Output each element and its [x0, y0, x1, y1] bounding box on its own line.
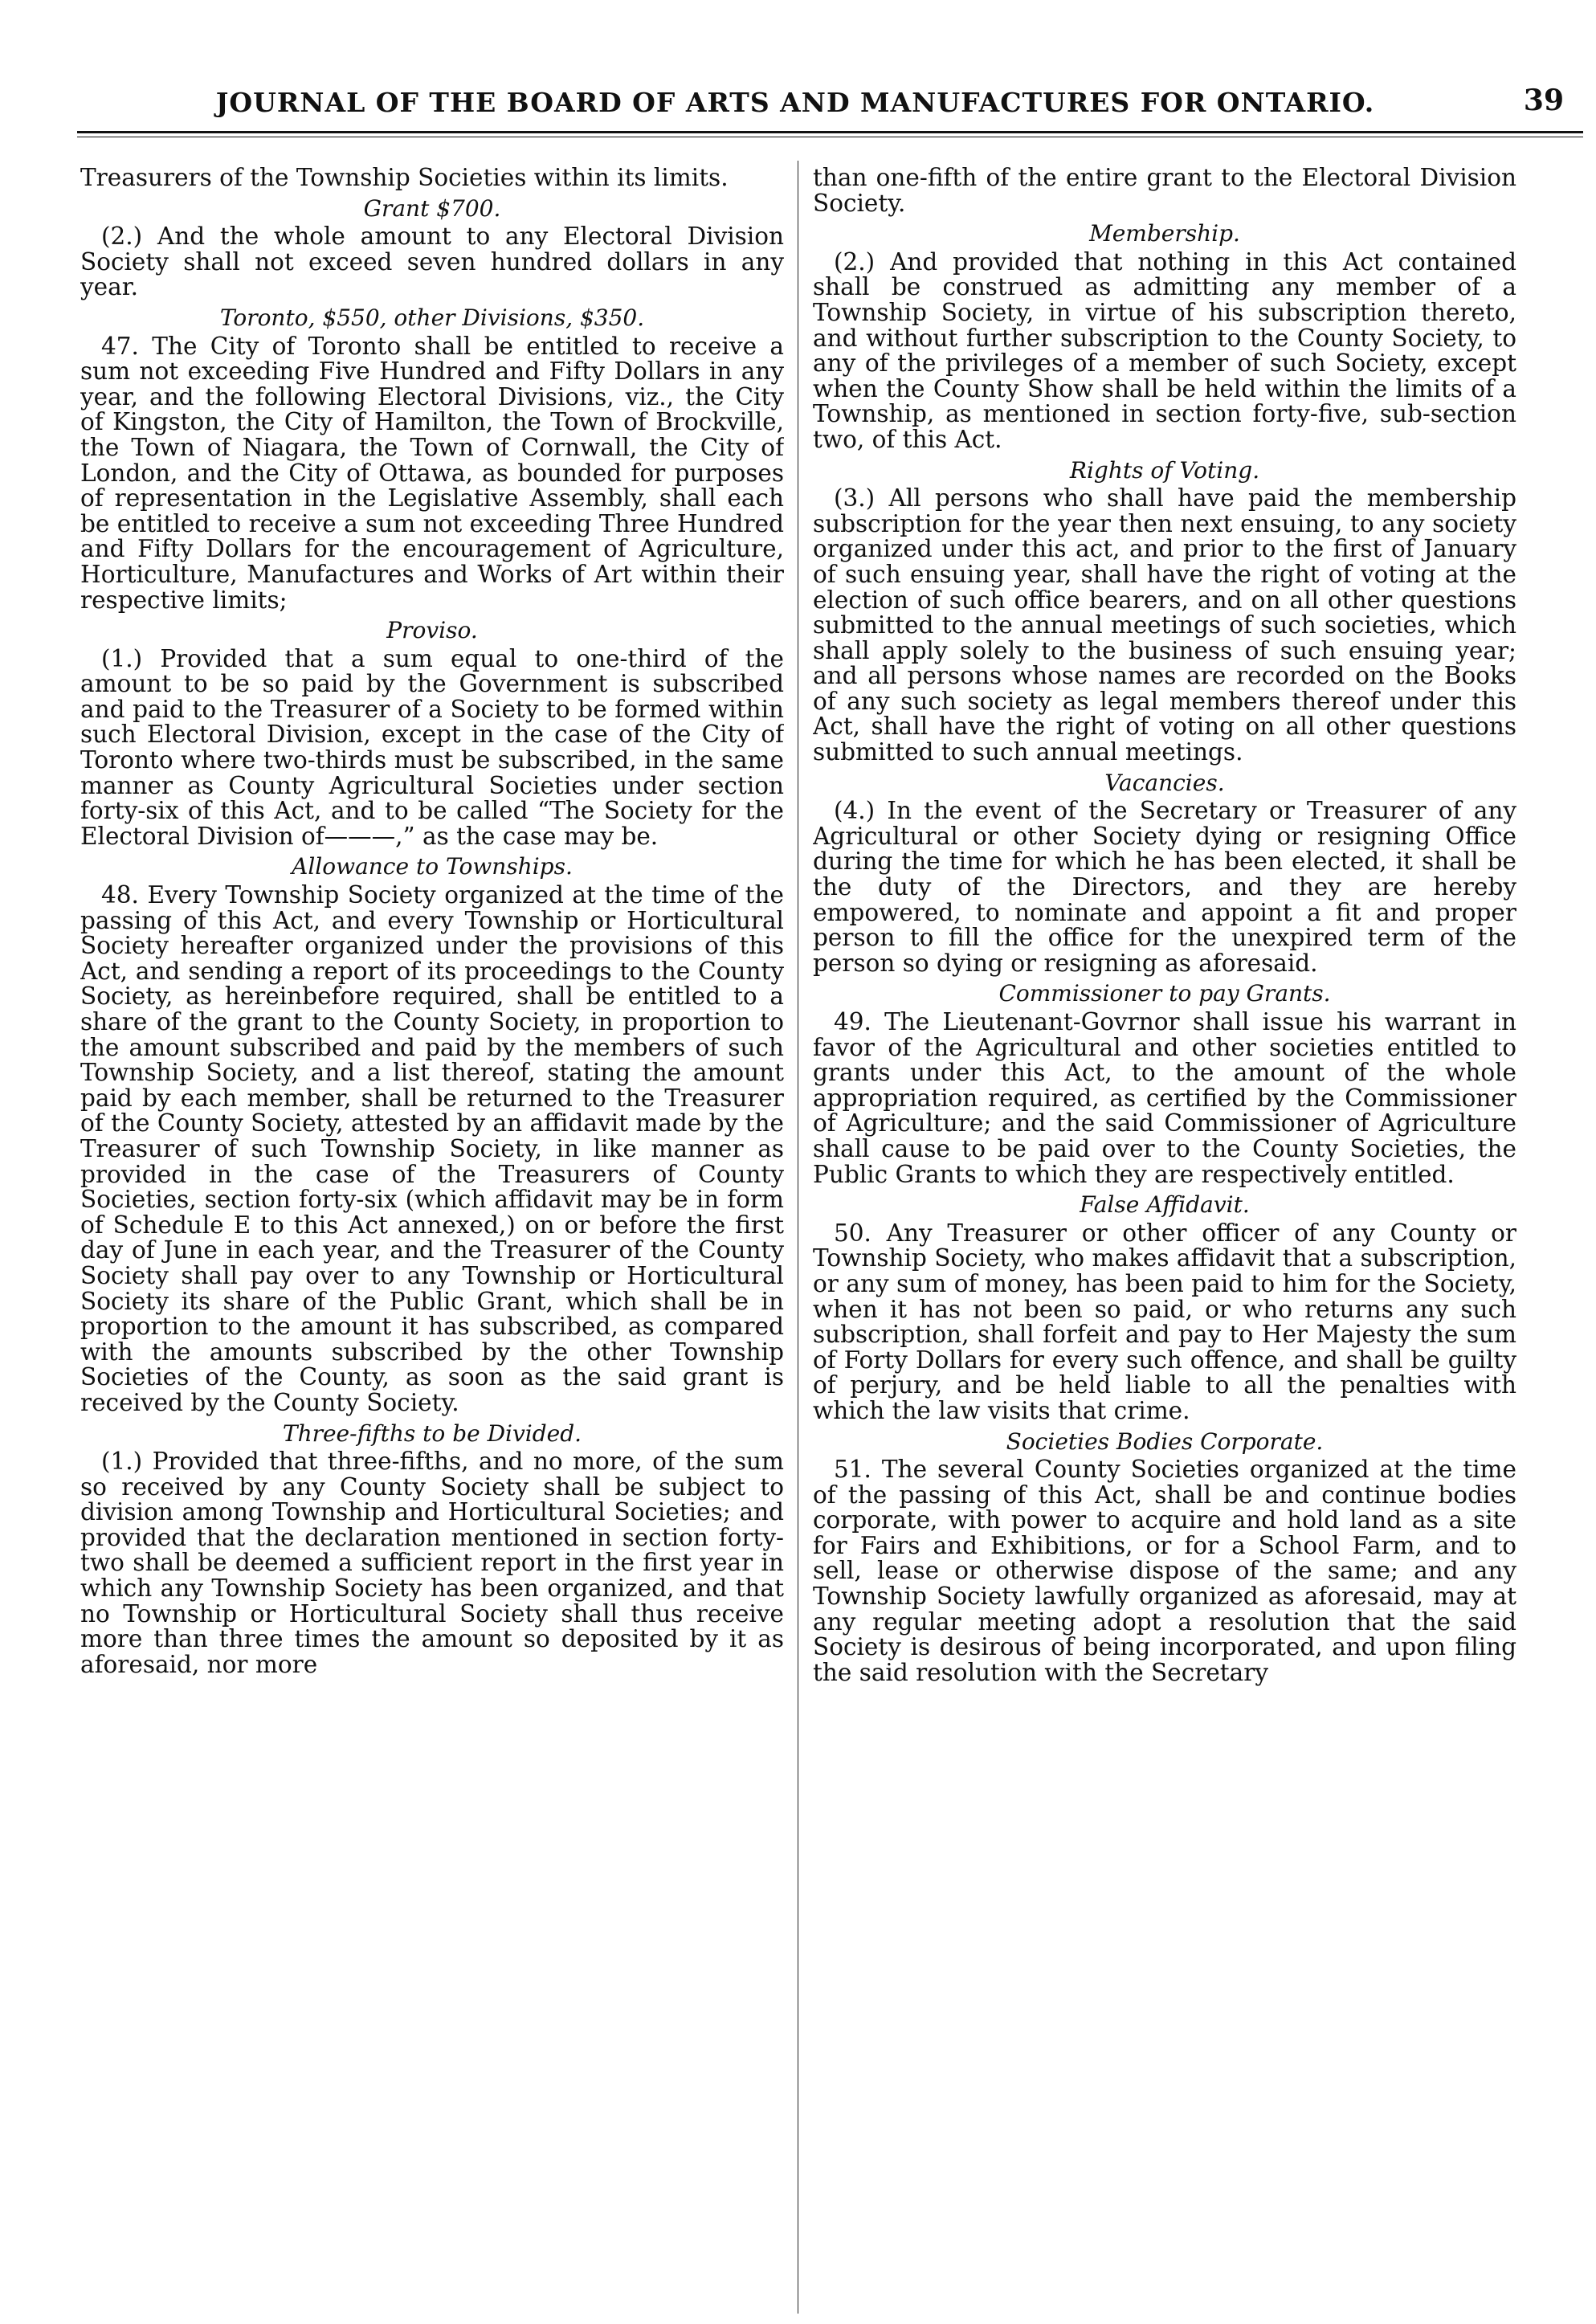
paragraph: 49. The Lieutenant-Govrnor shall issue his warrant in favor of the Agricultural and other societies entitled to grants under this Act, to the amount of the whole appropriation required, as certified by the Commissioner of Agriculture; and the said Commissioner of Agriculture shall cause to be paid over to the County Societies, the Public Grants to which they are respectively entitled. [813, 1008, 1516, 1188]
running-title: JOURNAL OF THE BOARD OF ARTS AND MANUFACTURES FOR ONTARIO. [215, 87, 1375, 118]
paragraph: 48. Every Township Society organized at the time of the passing of this Act, and every Township or Horticultural Society hereafter organized under the provisions of this Act, and sending a report of its proceedings to the County Society, as hereinbefore required, shall be entitled to a share of the grant to the County Society, in proportion to the amount subscribed and paid by the members of such Township Society, and a list thereof, stating the amount paid by each member, shall be returned to the Treasurer of the County Society, attested by an affidavit made by the Treasurer of such Township Society, in like manner as provided in the case of the Treasurers of County Societies, section forty-six (which affidavit may be in form of Schedule E to this Act annexed,) on or before the first day of June in each year, and the Treasurer of the County Society shall pay over to any Township or Horticultural Society its share of the Public Grant, which shall be in proportion to the amount it has subscribed, as compared with the amounts subscribed by the other Township Societies of the County, as soon as the said grant is received by the County Society. [80, 881, 784, 1416]
header-rule [77, 131, 1583, 133]
section-heading: Grant $700. [363, 194, 501, 222]
section-heading: Vacancies. [1104, 769, 1225, 796]
paragraph: 50. Any Treasurer or other officer of any County or Township Society, who makes affidavit that a subscription, or any sum of money, has been paid to him for the Society, when it has not been so paid, or who returns any such subscription, shall forfeit and pay to Her Majesty the sum of Forty Dollars for every such offence, and shall be guilty of perjury, and be held liable to all the penalties with which the law visits that crime. [813, 1219, 1516, 1424]
paragraph: (3.) All persons who shall have paid the membership subscription for the year then next ensuing, to any society organized under this act, and prior to the first of January of such ensuing year, shall have the right of voting at the election of such office bearers, and on all other questions submitted to the annual meetings of such societies, which shall apply solely to the business of such ensuing year; and all persons whose names are recorded on the Books of any such society as legal members thereof under this Act, shall have the right of voting on all other questions submitted to such annual meetings. [813, 484, 1516, 766]
section-heading: Membership. [1089, 220, 1240, 247]
section-heading: Commissioner to pay Grants. [998, 980, 1331, 1007]
section-heading: Three-fifths to be Divided. [282, 1419, 582, 1447]
section-heading: False Affidavit. [1080, 1191, 1250, 1219]
page-number: 39 [1523, 84, 1564, 117]
paragraph: 47. The City of Toronto shall be entitled to receive a sum not exceeding Five Hundred and Fifty Dollars in any year, and the following Electoral Divisions, viz., the City of Kingston, the City of Hamilton, the Town of Brockville, the Town of Niagara, the Town of Cornwall, the City of London, and the City of Ottawa, as bounded for purposes of representation in the Legislative Assembly, shall each be entitled to receive a sum not exceeding Three Hundred and Fifty Dollars for the encouragement of Agriculture, Horticulture, Manufactures and Works of Art within their respective limits; [80, 332, 784, 614]
paragraph: Treasurers of the Township Societies within its limits. [80, 165, 729, 191]
paragraph: than one-fifth of the entire grant to the Electoral Division Society. [813, 165, 1516, 217]
paragraph: (2.) And provided that nothing in this Act contained shall be construed as admitting any member of a Township Society, in virtue of his subscription thereto, and without further subscription to the County Society, to any of the privileges of a member of such Society, except when the County Show shall be held within the limits of a Township, as mentioned in section forty-five, sub-section two, of this Act. [813, 247, 1516, 453]
section-heading: Rights of Voting. [1069, 456, 1260, 484]
right-column [813, 165, 1516, 2302]
section-heading: Allowance to Townships. [292, 853, 573, 880]
left-column [80, 165, 784, 2302]
section-heading: Toronto, $550, other Divisions, $350. [219, 304, 645, 331]
paragraph: (2.) And the whole amount to any Electoral Division Society shall not exceed seven hundred dollars in any year. [80, 223, 784, 301]
section-heading: Societies Bodies Corporate. [1006, 1427, 1324, 1455]
paragraph: 51. The several County Societies organized at the time of the passing of this Act, shall be and continue bodies corporate, with power to acquire and hold land as a site for Fairs and Exhibitions, or for a School Farm, and to sell, lease or otherwise dispose of the same; and any Township Society lawfully organized as aforesaid, may at any regular meeting adopt a resolution that the said Society is desirous of being incorporated, and upon filing the said resolution with the Secretary [813, 1456, 1516, 1686]
section-heading: Proviso. [386, 617, 478, 644]
paragraph: (4.) In the event of the Secretary or Treasurer of any Agricultural or other Society dying or resigning Office during the time for which he has been elected, it shall be the duty of the Directors, and they are hereby empowered, to nominate and appoint a fit and proper person to fill the office for the unexpired term of the person so dying or resigning as aforesaid. [813, 797, 1516, 977]
paragraph: (1.) Provided that a sum equal to one-third of the amount to be so paid by the Government is subscribed and paid to the Treasurer of a Society to be formed within such Electoral Division, except in the case of the City of Toronto where two-thirds must be subscribed, in the same manner as County Agricultural Societies under section forty-six of this Act, and to be called “The Society for the Electoral Division of———,” as the case may be. [80, 644, 784, 850]
paragraph: (1.) Provided that three-fifths, and no more, of the sum so received by any County Society shall be subject to division among Township and Horticultural Societies; and provided that the declaration mentioned in section forty-two shall be deemed a sufficient report in the first year in which any Township Society has been organized, and that no Township or Horticultural Society shall thus receive more than three times the amount so deposited by it as aforesaid, nor more [80, 1448, 784, 1678]
